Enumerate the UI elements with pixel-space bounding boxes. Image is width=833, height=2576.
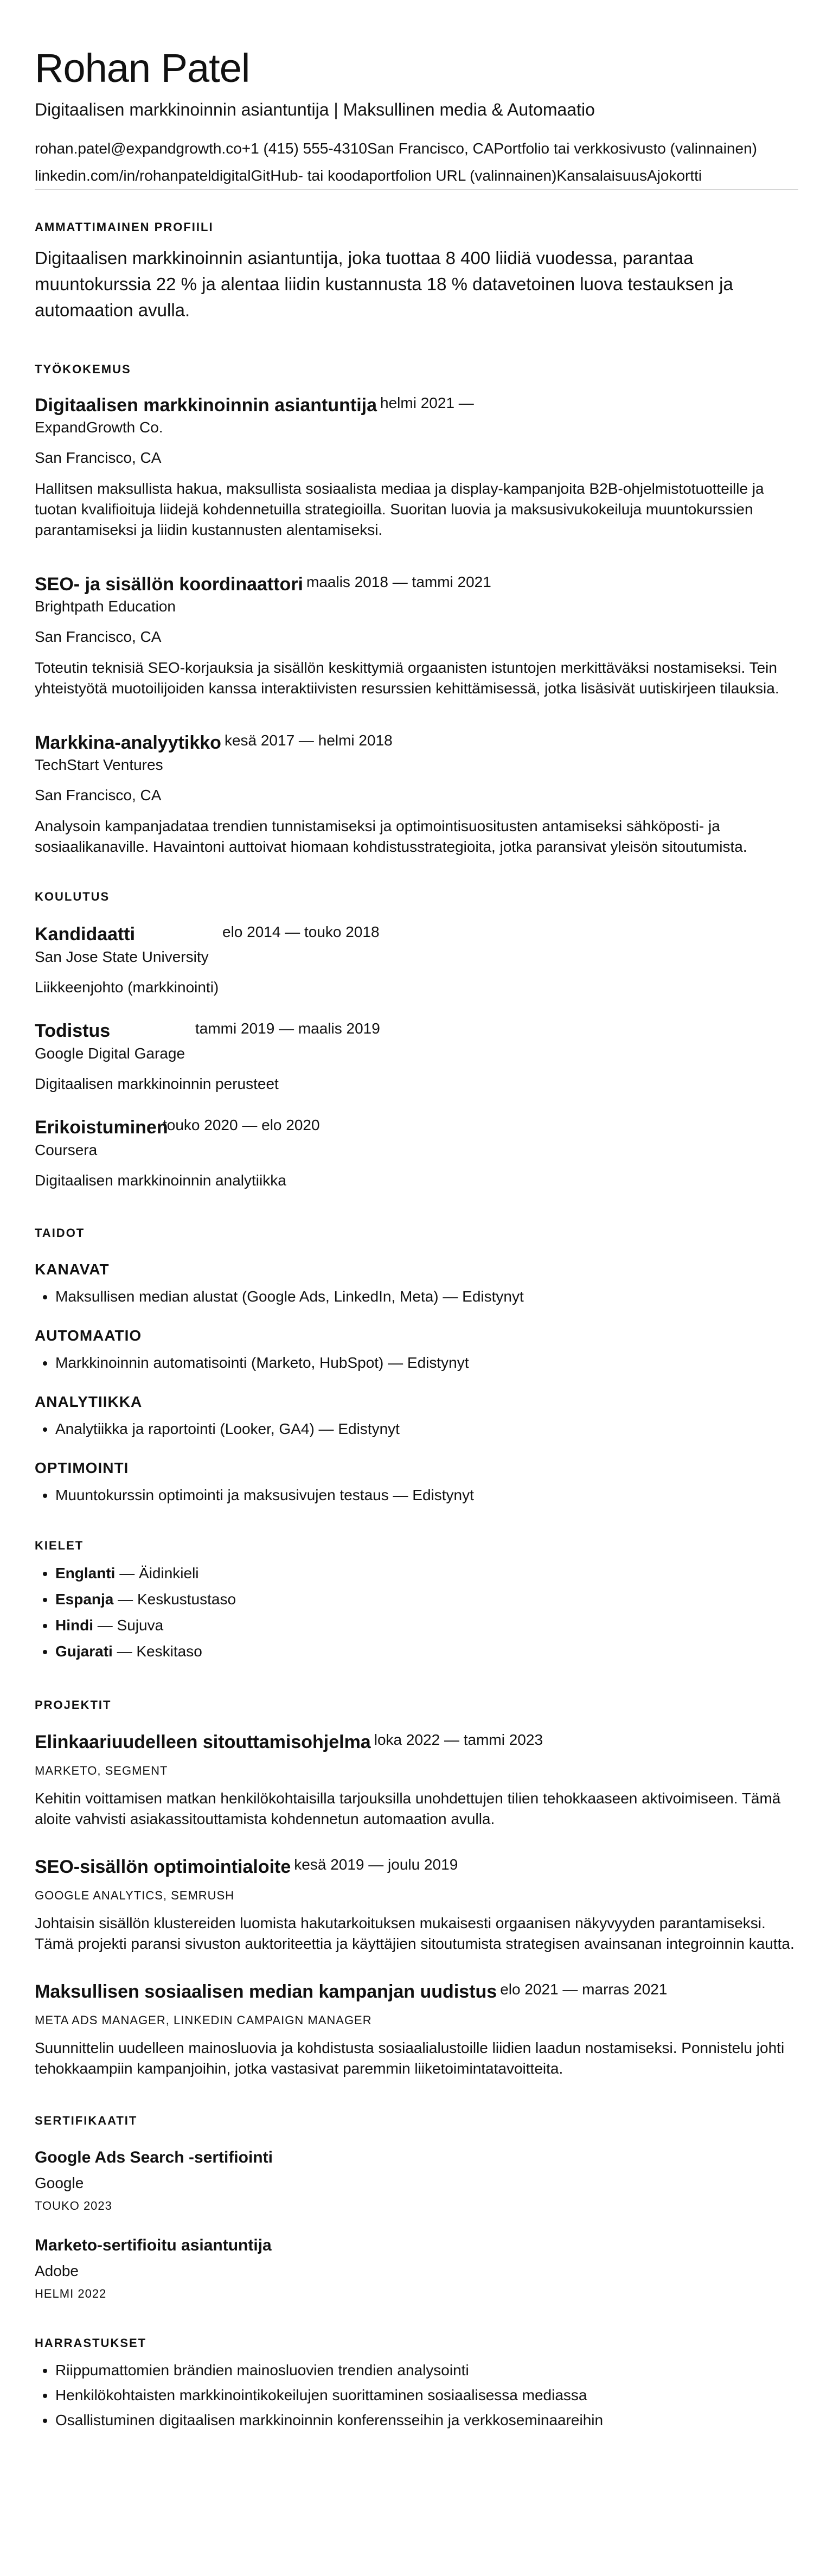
job-title xyxy=(35,392,798,417)
contact-linkedin[interactable]: linkedin.com/in/rohanpateldigital xyxy=(35,167,251,184)
project-tools: MARKETO, SEGMENT xyxy=(35,1764,168,1777)
contact-phone[interactable]: +1 (415) 555-4310 xyxy=(241,140,367,157)
headline: Digitaalisen markkinoinnin asiantuntija | Maksullinen media & Automaatio xyxy=(35,100,595,119)
language-item xyxy=(55,1638,798,1665)
languages-section xyxy=(35,1539,798,1665)
job-location: San Francisco, CA xyxy=(35,449,162,466)
contact-license: Ajokortti xyxy=(646,167,702,184)
language-level: — Keskustustaso xyxy=(118,1591,236,1608)
certification-name: Marketo-sertifioitu asiantuntija xyxy=(35,2236,272,2254)
skill-list xyxy=(35,1353,798,1373)
language-item xyxy=(55,1560,798,1586)
certifications-section xyxy=(35,2114,798,2301)
education-heading xyxy=(35,1019,798,1043)
job-description: Hallitsen maksullista hakua, maksullista sosiaalista mediaa ja display-kampanjoita B2B-ohjelmistotuotteille ja tuotan kvalifioituja liidejä kohdennetuilla strategioilla. Suoritan luovia ja maksusivukokeiluja muuntokurssien parantamiseksi ja liidin kustannusten alentamiseksi. xyxy=(35,480,764,538)
profile-section xyxy=(35,220,798,323)
skill-category: ANALYTIIKKA xyxy=(35,1393,143,1410)
job-company: Brightpath Education xyxy=(35,598,176,615)
project-title xyxy=(35,1853,798,1878)
contact-row-secondary xyxy=(35,166,798,186)
project-dates: loka 2022 — tammi 2023 xyxy=(374,1731,543,1748)
contact-portfolio[interactable]: Portfolio tai verkkosivusto (valinnainen) xyxy=(494,140,757,157)
language-item xyxy=(55,1586,798,1612)
project-description: Kehitin voittamisen matkan henkilökohtaisilla tarjouksilla unohdettujen tilien tehokkaaseen aktivoimiseen. Tämä aloite vahvisti asiakassitouttamista kohdennetun automaation avulla. xyxy=(35,1790,781,1827)
project-title xyxy=(35,1729,798,1754)
contact-citizenship: Kansalaisuus xyxy=(556,167,647,184)
header-divider xyxy=(35,189,798,190)
project-entry xyxy=(35,1978,798,2079)
education-heading xyxy=(35,1115,798,1139)
project-description: Suunnittelin uudelleen mainosluovia ja kohdistusta sosiaalialustoille liidien laadun nostamiseksi. Ponnistelu johti tehokkaampiin kampanjoihin, jotka vastasivat paremmin liiketoimintatavoitteita. xyxy=(35,2039,785,2077)
contact-github[interactable]: GitHub- tai koodaportfolion URL (valinnainen) xyxy=(251,167,557,184)
project-dates: elo 2021 — marras 2021 xyxy=(500,1981,668,1998)
language-name: Englanti xyxy=(55,1565,116,1582)
certification-date: HELMI 2022 xyxy=(35,2287,107,2300)
certification-entry xyxy=(35,2147,798,2214)
project-title xyxy=(35,1978,798,2003)
contact-row-primary xyxy=(35,139,798,158)
experience-section xyxy=(35,362,798,857)
section-title-education: KOULUTUS xyxy=(35,890,110,903)
skill-category: AUTOMAATIO xyxy=(35,1327,142,1344)
job-dates: kesä 2017 — helmi 2018 xyxy=(224,732,393,749)
education-field: Digitaalisen markkinoinnin analytiikka xyxy=(35,1172,286,1189)
job-title xyxy=(35,729,798,754)
education-degree: Todistus xyxy=(35,1021,111,1041)
projects-section xyxy=(35,1698,798,2079)
education-degree: Kandidaatti xyxy=(35,924,136,945)
resume-header xyxy=(35,46,798,190)
section-title-profile: AMMATTIMAINEN PROFIILI xyxy=(35,220,214,234)
education-heading xyxy=(35,922,798,946)
language-level: — Äidinkieli xyxy=(119,1565,199,1582)
section-title-projects: PROJEKTIT xyxy=(35,1698,112,1712)
hobby-item: • Henkilökohtaisten markkinointikokeilujen suorittaminen sosiaalisessa mediassa xyxy=(55,2383,798,2408)
skill-category: KANAVAT xyxy=(35,1261,110,1278)
education-dates: tammi 2019 — maalis 2019 xyxy=(195,1020,380,1037)
education-field: Digitaalisen markkinoinnin perusteet xyxy=(35,1075,279,1092)
education-school: San Jose State University xyxy=(35,948,209,965)
section-title-experience: TYÖKOKEMUS xyxy=(35,362,131,376)
certification-name: Google Ads Search -sertifiointi xyxy=(35,2148,273,2166)
language-item xyxy=(55,1612,798,1638)
section-title-certifications: SERTIFIKAATIT xyxy=(35,2114,138,2127)
education-degree: Erikoistuminen xyxy=(35,1117,168,1138)
language-level: — Sujuva xyxy=(97,1617,164,1634)
hobby-item: • Riippumattomien brändien mainosluovien trendien analysointi xyxy=(55,2358,798,2383)
job-title xyxy=(35,571,798,596)
job-location: San Francisco, CA xyxy=(35,628,162,645)
job-title-text: SEO- ja sisällön koordinaattori xyxy=(35,574,303,595)
project-entry xyxy=(35,1853,798,1954)
language-list xyxy=(35,1560,798,1665)
hobby-item: • Osallistuminen digitaalisen markkinoinnin konferensseihin ja verkkoseminaareihin xyxy=(55,2408,798,2433)
skill-list xyxy=(35,1485,798,1505)
project-name: Maksullisen sosiaalisen median kampanjan uudistus xyxy=(35,1981,497,2002)
education-school: Coursera xyxy=(35,1142,98,1158)
education-dates: touko 2020 — elo 2020 xyxy=(163,1117,320,1133)
section-title-hobbies: HARRASTUKSET xyxy=(35,2336,147,2350)
skill-list xyxy=(35,1419,798,1439)
job-title-text: Digitaalisen markkinoinnin asiantuntija xyxy=(35,395,377,416)
hobby-list xyxy=(35,2358,798,2433)
job-dates: helmi 2021 — xyxy=(380,394,474,411)
profile-summary: Digitaalisen markkinoinnin asiantuntija, joka tuottaa 8 400 liidiä vuodessa, parantaa muuntokurssia 22 % ja alentaa liidin kustannusta 18 % datavetoinen luova testauksen ja automaation avulla. xyxy=(35,248,733,320)
project-name: Elinkaariuudelleen sitouttamisohjelma xyxy=(35,1732,371,1752)
education-field: Liikkeenjohto (markkinointi) xyxy=(35,979,219,996)
project-tools: GOOGLE ANALYTICS, SEMRUSH xyxy=(35,1889,235,1902)
contact-location: San Francisco, CA xyxy=(367,140,494,157)
skill-item: • Maksullisen median alustat (Google Ads, LinkedIn, Meta) — Edistynyt xyxy=(55,1287,798,1306)
education-school: Google Digital Garage xyxy=(35,1045,185,1062)
education-entry xyxy=(35,1019,798,1094)
education-section xyxy=(35,890,798,1190)
skill-category: OPTIMOINTI xyxy=(35,1459,129,1476)
candidate-name: Rohan Patel xyxy=(35,46,250,91)
certification-issuer: Google xyxy=(35,2175,84,2191)
skill-list xyxy=(35,1287,798,1306)
job-description: Toteutin teknisiä SEO-korjauksia ja sisällön keskittymiä orgaanisten istuntojen merkittäväksi nostamiseksi. Tein yhteistyötä muotoilijoiden kanssa interaktiivisten resurssien kehittämisessä, jotka lisäsivät uutiskirjeen tilauksia. xyxy=(35,659,779,697)
certification-entry xyxy=(35,2235,798,2301)
skills-section xyxy=(35,1226,798,1505)
certification-issuer: Adobe xyxy=(35,2262,79,2279)
job-entry xyxy=(35,729,798,857)
education-dates: elo 2014 — touko 2018 xyxy=(222,923,380,940)
language-name: Espanja xyxy=(55,1591,114,1608)
project-description: Johtaisin sisällön klustereiden luomista hakutarkoituksen mukaisesti orgaanisen näkyvyyden parantamiseksi. Tämä projekti paransi sivuston auktoriteettia ja käyttäjien sitoutumista strategisen avainsanan integroinnin kautta. xyxy=(35,1915,794,1952)
section-title-languages: KIELET xyxy=(35,1539,84,1552)
project-entry xyxy=(35,1729,798,1829)
language-name: Gujarati xyxy=(55,1643,113,1660)
project-name: SEO-sisällön optimointialoite xyxy=(35,1857,291,1877)
job-location: San Francisco, CA xyxy=(35,787,162,804)
job-dates: maalis 2018 — tammi 2021 xyxy=(306,573,491,590)
skill-item: • Analytiikka ja raportointi (Looker, GA4) — Edistynyt xyxy=(55,1419,798,1439)
job-entry xyxy=(35,571,798,699)
skill-item: • Markkinoinnin automatisointi (Marketo, HubSpot) — Edistynyt xyxy=(55,1353,798,1373)
project-dates: kesä 2019 — joulu 2019 xyxy=(294,1856,458,1873)
skill-item: • Muuntokurssin optimointi ja maksusivujen testaus — Edistynyt xyxy=(55,1485,798,1505)
certification-date: TOUKO 2023 xyxy=(35,2199,112,2212)
education-entry xyxy=(35,1115,798,1190)
job-entry xyxy=(35,392,798,540)
job-description: Analysoin kampanjadataa trendien tunnistamiseksi ja optimointisuositusten antamiseksi sähköposti- ja sosiaalikanaville. Havaintoni auttoivat hiomaan kohdistusstrategioita, jotka paransivat yleisön sitoutumista. xyxy=(35,818,747,855)
language-level: — Keskitaso xyxy=(117,1643,202,1660)
job-company: ExpandGrowth Co. xyxy=(35,419,163,436)
section-title-skills: TAIDOT xyxy=(35,1226,85,1240)
education-entry xyxy=(35,922,798,997)
project-tools: META ADS MANAGER, LINKEDIN CAMPAIGN MANAGER xyxy=(35,2013,372,2027)
language-name: Hindi xyxy=(55,1617,93,1634)
job-company: TechStart Ventures xyxy=(35,756,163,773)
job-title-text: Markkina-analyytikko xyxy=(35,732,221,753)
contact-email[interactable]: rohan.patel@expandgrowth.co xyxy=(35,140,242,157)
hobbies-section xyxy=(35,2336,798,2433)
